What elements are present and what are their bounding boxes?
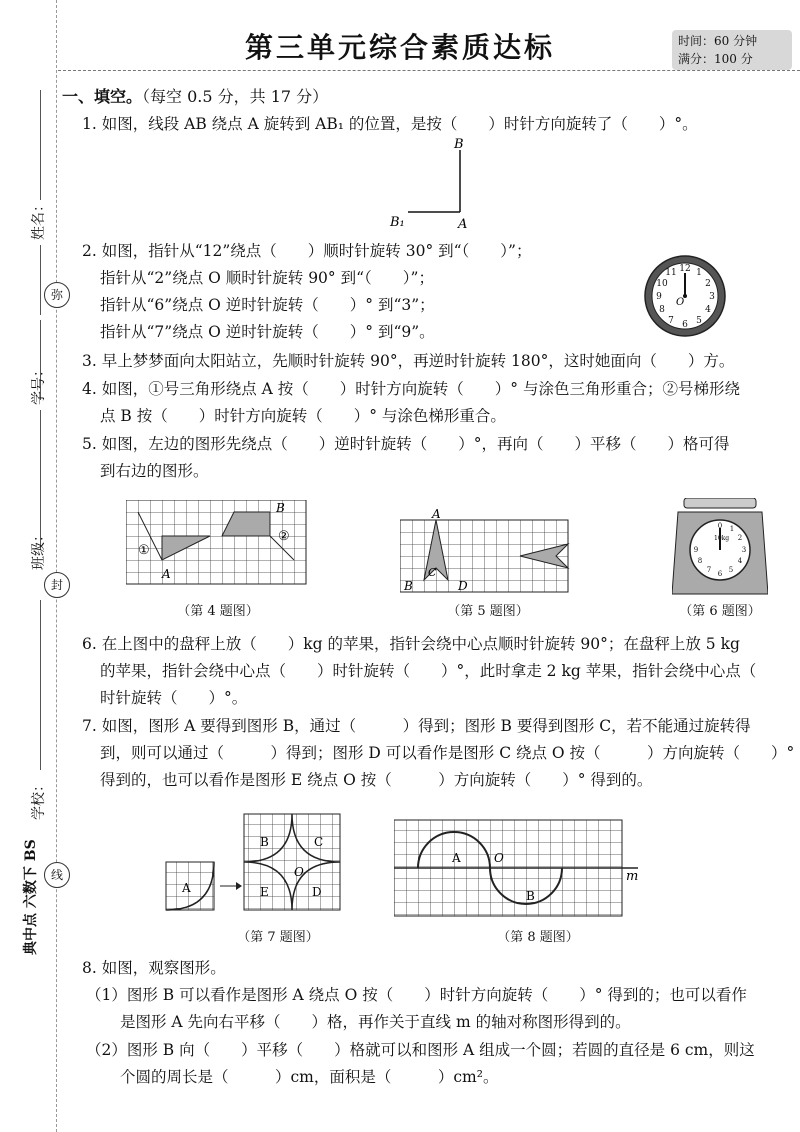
svg-text:11: 11 (665, 268, 677, 278)
svg-text:5: 5 (728, 566, 734, 574)
fig5-point-c: C (428, 566, 437, 579)
question-7-line-2: 到，则可以通过（ ）得到；图形 D 可以看作是图形 C 绕点 O 按（ ）方向旋转（ ）° (100, 744, 795, 762)
question-6-line-1: 6. 在上图中的盘秤上放（ ）kg 的苹果，指针会绕中心点顺时针旋转 90°；在盘秤上放 5 kg (82, 635, 740, 653)
figure-5-caption: （第 5 题图） (447, 604, 529, 619)
question-8-part-2-line-2: 个圆的周长是（ ）cm，面积是（ ）cm²。 (120, 1068, 499, 1086)
fig7-shape-e: E (260, 885, 269, 899)
page-title: 第三单元综合素质达标 (244, 31, 555, 64)
fig7-shape-c: C (314, 835, 324, 849)
figure-6-caption: （第 6 题图） (679, 604, 761, 619)
exam-meta (672, 30, 792, 70)
svg-text:3: 3 (741, 546, 747, 554)
fig7-shape-b: B (260, 835, 269, 849)
fig7-point-o: O (294, 865, 304, 879)
brand-label: 典中点 六数下 BS (23, 839, 39, 955)
fig4-shape-2: ② (278, 529, 290, 544)
question-6-line-3: 时针旋转（ ）°。 (100, 689, 248, 707)
section-note: （每空 0.5 分，共 17 分） (142, 87, 329, 106)
figure-4 (126, 500, 310, 588)
figure-7-caption: （第 7 题图） (237, 930, 319, 945)
class-label: 班级： (31, 528, 47, 570)
question-1: 1. 如图，线段 AB 绕点 A 旋转到 AB₁ 的位置，是按（ ）时针方向旋转了（ ）°。 (82, 115, 698, 133)
q1-figure (380, 138, 480, 233)
school-label: 学校： (31, 778, 47, 820)
fig7-shape-a: A (182, 881, 191, 895)
time-limit: 时间：60 分钟 (678, 34, 758, 48)
header-divider (58, 70, 800, 71)
fig5-point-a: A (432, 508, 441, 521)
svg-text:2: 2 (705, 279, 711, 289)
binding-line (40, 600, 41, 770)
svg-text:0: 0 (717, 522, 723, 530)
question-4-line-1: 4. 如图，①号三角形绕点 A 按（ ）时针方向旋转（ ）° 与涂色三角形重合；②号梯形绕 (82, 380, 740, 398)
section-heading: 一、填空。 (62, 87, 143, 106)
question-2-line-4: 指针从“7”绕点 O 逆时针旋转（ ）° 到“9”。 (100, 323, 435, 341)
seal-mark: 弥 (44, 282, 70, 308)
fig4-point-b: B (276, 501, 285, 515)
scale-unit: 10kg (714, 535, 730, 542)
fig4-point-a: A (162, 567, 171, 581)
svg-text:6: 6 (717, 570, 723, 578)
figure-4-caption: （第 4 题图） (177, 604, 259, 619)
fig8-shape-b: B (526, 889, 535, 903)
svg-text:4: 4 (705, 305, 711, 315)
svg-text:12: 12 (679, 264, 691, 274)
question-8-part-1-line-2: 是图形 A 先向右平移（ ）格，再作关于直线 m 的轴对称图形得到的。 (120, 1013, 631, 1031)
question-8-part-1-line-1: （1）图形 B 可以看作是图形 A 绕点 O 按（ ）时针方向旋转（ ）° 得到的；也可以看作 (86, 986, 747, 1004)
fig5-point-b: B (404, 579, 413, 593)
svg-text:7: 7 (706, 566, 712, 574)
seal-mark: 封 (44, 572, 70, 598)
question-2-line-3: 指针从“6”绕点 O 逆时针旋转（ ）° 到“3”； (100, 296, 435, 314)
figure-5 (400, 508, 574, 594)
fig7-shape-d: D (312, 885, 322, 899)
svg-text:7: 7 (668, 316, 674, 326)
fig8-point-o: O (494, 851, 504, 865)
svg-text:1: 1 (696, 268, 702, 278)
question-5-line-2: 到右边的图形。 (100, 462, 209, 480)
question-7-line-3: 得到的，也可以看作是图形 E 绕点 O 按（ ）方向旋转（ ）° 得到的。 (100, 771, 653, 789)
question-7-line-1: 7. 如图，图形 A 要得到图形 B，通过（ ）得到；图形 B 要得到图形 C，若不能通过旋转得 (82, 717, 751, 735)
svg-text:1: 1 (729, 525, 735, 533)
svg-text:4: 4 (737, 557, 743, 565)
student-no-label: 学号： (31, 363, 47, 405)
point-b1-label: B₁ (390, 215, 405, 230)
binding-line (40, 245, 41, 315)
point-a-label: A (458, 217, 468, 232)
point-b-label: B (454, 138, 464, 152)
figure-8 (394, 818, 644, 922)
fig8-line-m: m (626, 869, 639, 884)
svg-text:9: 9 (656, 292, 662, 302)
svg-text:8: 8 (697, 557, 703, 565)
svg-text:5: 5 (696, 316, 702, 326)
fig8-shape-a: A (452, 851, 461, 865)
question-2-line-2: 指针从“2”绕点 O 顺时针旋转 90° 到“（ ）”； (100, 269, 434, 287)
fig5-point-d: D (458, 579, 468, 593)
figure-6-scale (672, 498, 768, 596)
figure-7 (164, 812, 364, 924)
section-title (62, 86, 328, 108)
clock-center-label: O (676, 297, 685, 308)
question-6-line-2: 的苹果，指针会绕中心点（ ）时针旋转（ ）°，此时拿走 2 kg 苹果，指针会绕中心点（ (100, 662, 772, 680)
clock-figure (642, 253, 728, 339)
svg-text:2: 2 (737, 534, 743, 542)
binding-dash-line (56, 0, 57, 1132)
question-3: 3. 早上梦梦面向太阳站立，先顺时针旋转 90°，再逆时针旋转 180°，这时她面向（ ）方。 (82, 352, 735, 370)
name-label: 姓名： (31, 198, 47, 240)
svg-text:3: 3 (709, 292, 715, 302)
svg-text:8: 8 (659, 305, 665, 315)
full-score: 满分：100 分 (678, 52, 753, 66)
question-8-intro: 8. 如图，观察图形。 (82, 959, 226, 977)
figure-8-caption: （第 8 题图） (497, 930, 579, 945)
svg-text:10: 10 (656, 279, 668, 289)
binding-strip (0, 0, 63, 1132)
svg-text:9: 9 (693, 546, 699, 554)
fig4-shape-1: ① (138, 543, 150, 558)
seal-mark: 线 (44, 862, 70, 888)
question-4-line-2: 点 B 按（ ）时针方向旋转（ ）° 与涂色梯形重合。 (100, 407, 506, 425)
question-8-part-2-line-1: （2）图形 B 向（ ）平移（ ）格就可以和图形 A 组成一个圆；若圆的直径是 6 cm，则这 (86, 1041, 755, 1059)
question-5-line-1: 5. 如图，左边的图形先绕点（ ）逆时针旋转（ ）°，再向（ ）平移（ ）格可得 (82, 435, 730, 453)
binding-line (40, 90, 41, 200)
question-2-line-1: 2. 如图，指针从“12”绕点（ ）顺时针旋转 30° 到“（ ）”； (82, 242, 532, 260)
svg-text:6: 6 (682, 320, 688, 330)
